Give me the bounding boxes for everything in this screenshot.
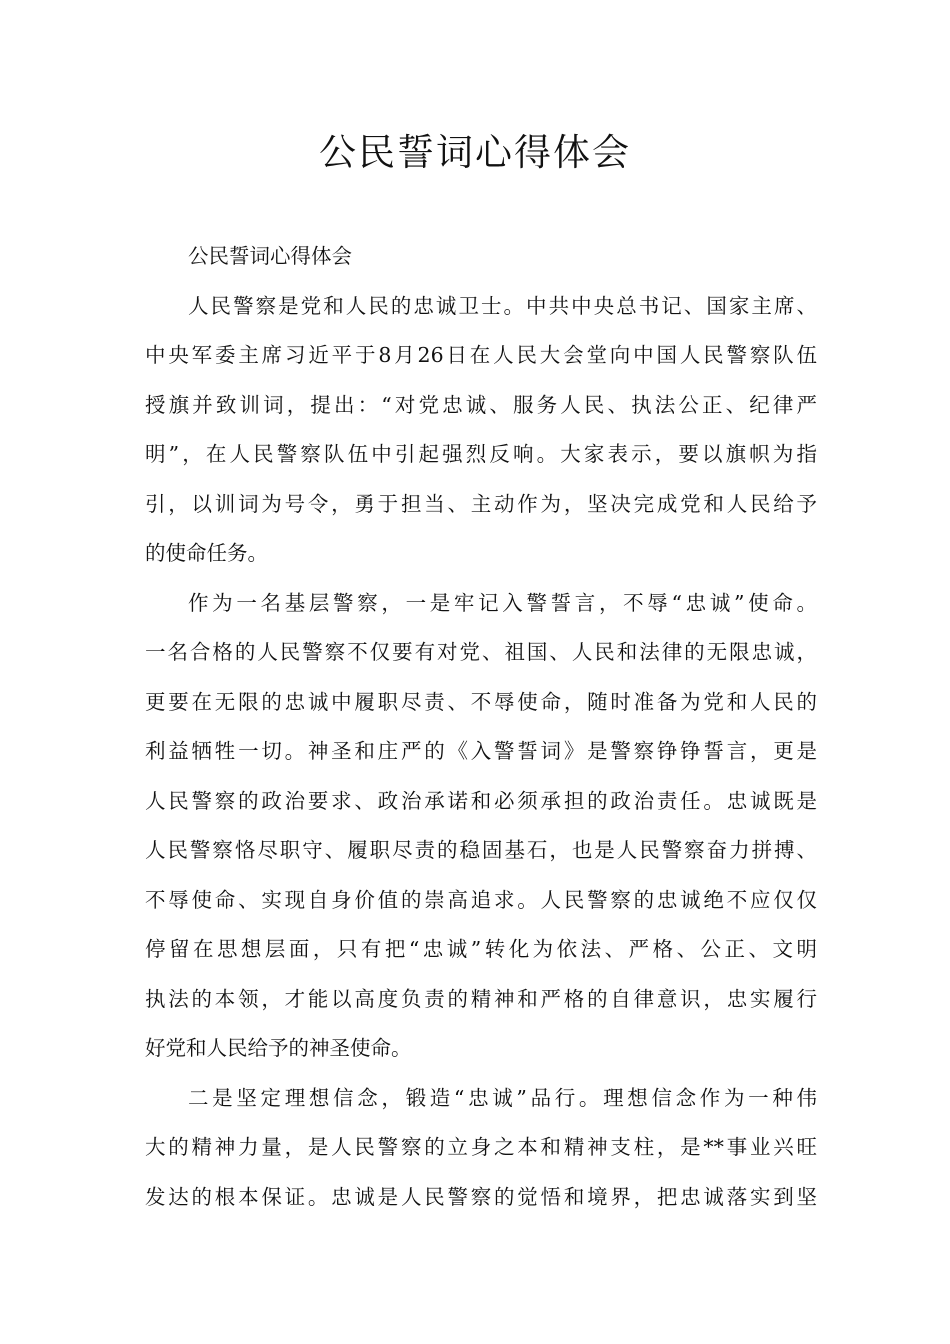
paragraph-2-line-5: 人民警察的政治要求、政治承诺和必须承担的政治责任。忠诚既是 (145, 788, 817, 813)
paragraph-2-line-3: 更要在无限的忠诚中履职尽责、不辱使命，随时准备为党和人民的 (145, 689, 817, 714)
paragraph-2-line-7: 不辱使命、实现自身价值的崇高追求。人民警察的忠诚绝不应仅仅 (145, 887, 817, 912)
paragraph-2-line-2: 一名合格的人民警察不仅要有对党、祖国、人民和法律的无限忠诚， (145, 640, 817, 664)
paragraph-2-line-9: 执法的本领，才能以高度负责的精神和严格的自律意识，忠实履行 (145, 986, 817, 1011)
paragraph-3-line-2: 大的精神力量，是人民警察的立身之本和精神支柱，是**事业兴旺 (145, 1135, 817, 1159)
paragraph-1-line-2: 中央军委主席习近平于8月26日在人民大会堂向中国人民警察队伍 (145, 343, 817, 367)
paragraph-1-line-5: 引，以训词为号令，勇于担当、主动作为，坚决完成党和人民给予 (145, 491, 817, 516)
document-body (145, 232, 817, 1222)
paragraph-3-line-3: 发达的根本保证。忠诚是人民警察的觉悟和境界，把忠诚落实到坚 (145, 1184, 817, 1209)
paragraph-2-line-8: 停留在思想层面，只有把“忠诚”转化为依法、严格、公正、文明 (145, 937, 817, 961)
paragraph-2-line-6: 人民警察恪尽职守、履职尽责的稳固基石，也是人民警察奋力拼搏、 (145, 838, 817, 862)
subtitle-line: 公民誓词心得体会 (188, 244, 352, 268)
paragraph-2-line-4: 利益牺牲一切。神圣和庄严的《入警誓词》是警察铮铮誓言，更是 (145, 739, 817, 763)
paragraph-1-line-1: 人民警察是党和人民的忠诚卫士。中共中央总书记、国家主席、 (188, 293, 817, 318)
document-title: 公民誓词心得体会 (319, 131, 631, 174)
paragraph-2-line-1: 作为一名基层警察，一是牢记入警誓言，不辱“忠诚”使命。 (188, 590, 817, 615)
paragraph-2-line-10: 好党和人民给予的神圣使命。 (145, 1036, 412, 1060)
paragraph-1-line-3: 授旗并致训词，提出：“对党忠诚、服务人民、执法公正、纪律严 (145, 392, 817, 417)
paragraph-1-line-6: 的使命任务。 (145, 541, 268, 565)
paragraph-1-line-4: 明”，在人民警察队伍中引起强烈反响。大家表示，要以旗帜为指 (145, 442, 817, 466)
paragraph-3-line-1: 二是坚定理想信念，锻造“忠诚”品行。理想信念作为一种伟 (188, 1085, 817, 1110)
